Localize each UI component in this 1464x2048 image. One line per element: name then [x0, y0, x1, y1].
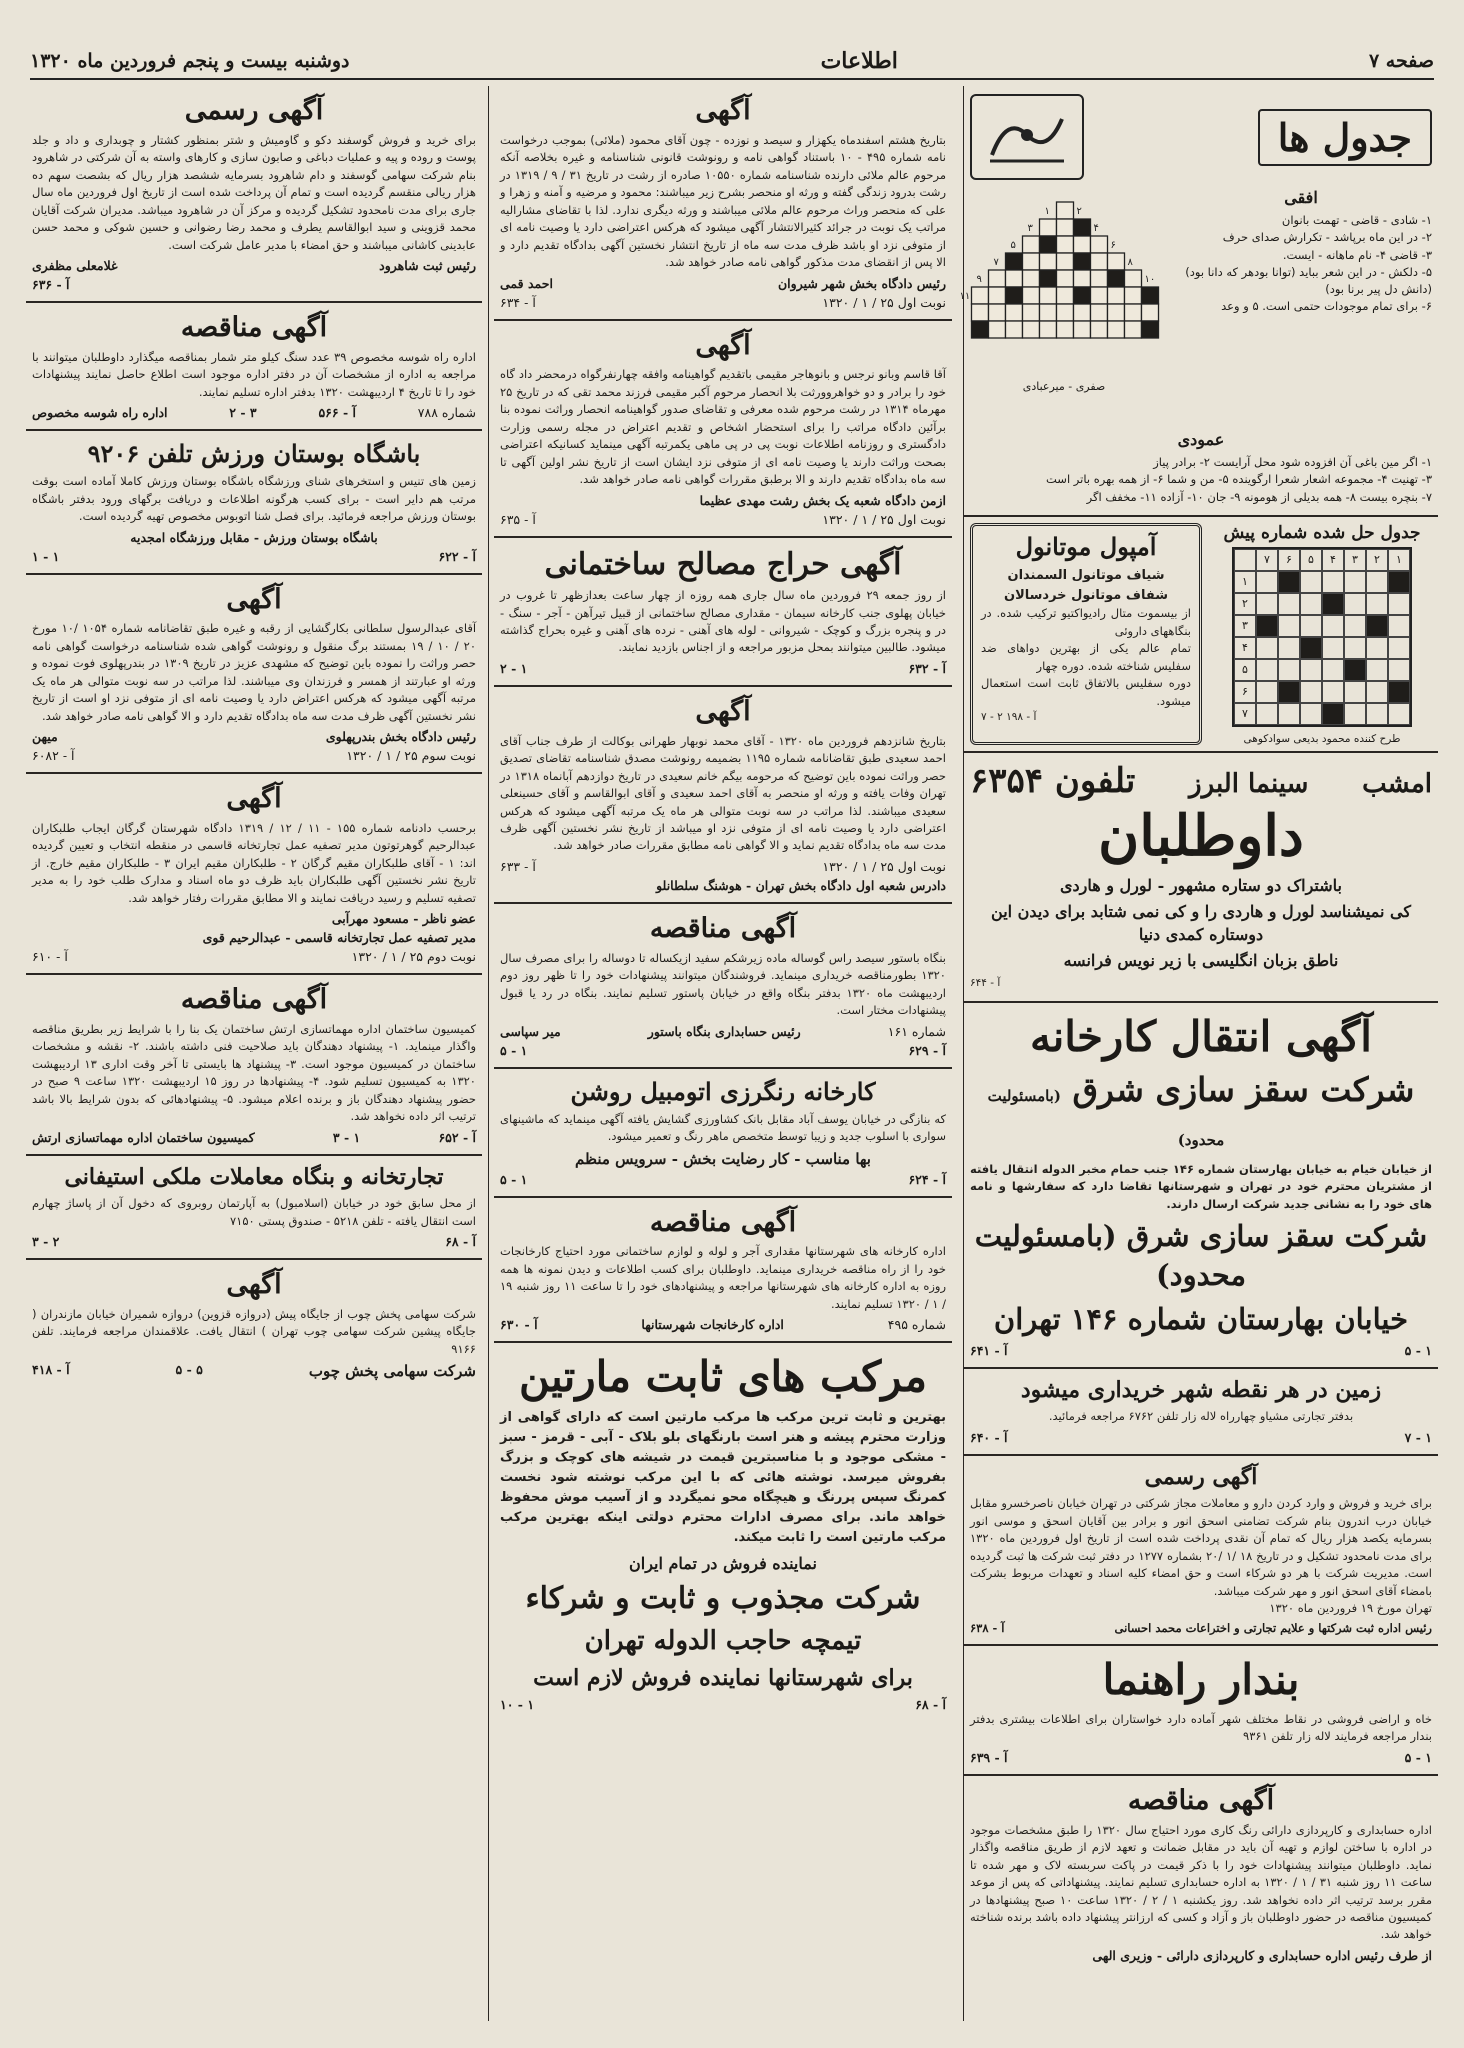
- ad-codes: نوبت اول ۲۵ / ۱ / ۱۳۲۰ آ - ۶۳۳: [500, 858, 946, 874]
- ad-title: آگهی مناقصه: [649, 1206, 797, 1238]
- crossword-number: ۴: [1093, 223, 1099, 234]
- film-language: ناطق بزبان انگلیسی با زیر نویس فرانسه: [1063, 950, 1339, 970]
- crossword-cell: [1142, 321, 1159, 338]
- crossword-cell: [1023, 270, 1040, 287]
- tender-title: آگهی مناقصه: [1127, 1784, 1275, 1816]
- down-clue: ۷- بنچره بیست ۸- همه بدیلی از هومونه ۹- جان ۱۰- آزاده ۱۱- مخفف اگر: [1086, 489, 1432, 504]
- land-ad: [964, 1369, 1438, 1456]
- ampoule-line: تمام عالم یکی از بهترین دواهای ضد سفلیس شناخته شده. دوره چهار: [981, 641, 1191, 673]
- crossword-cell: [1074, 253, 1091, 270]
- across-clue: ۳- قاضی ۴- نام ماهانه - ایست.: [1282, 247, 1432, 262]
- ampoule-ad: [970, 523, 1202, 745]
- solution-cell: [1256, 593, 1278, 615]
- ad-body: شرکت سهامی پخش چوب از جایگاه پیش (دروازه قزوین) دروازه شمیران خیابان مازندران ( جایگاه پیشین شرکت سهامی چوب تهران ) انتقال یافت. علاقمندان مراجعه فرمایند. تلفن ۹۱۶۶: [32, 1307, 476, 1356]
- solution-grid: [1232, 547, 1412, 727]
- crossword-cell: [1074, 219, 1091, 236]
- solution-cell: [1322, 571, 1344, 593]
- solution-cell: [1300, 637, 1322, 659]
- factory-company-2: شرکت سقز سازی شرق (بامسئولیت محدود): [974, 1219, 1428, 1293]
- crossword-cell: [1091, 287, 1108, 304]
- crossword-number: ۱۱: [959, 291, 971, 302]
- crossword-cell: [1125, 304, 1142, 321]
- crossword-cell: [1023, 236, 1040, 253]
- solution-cell: [1366, 593, 1388, 615]
- ad-title: آگهی رسمی: [184, 95, 324, 126]
- ad-codes: نوبت اول ۲۵ / ۱ / ۱۳۲۰ آ - ۶۳۵: [500, 511, 946, 527]
- crossword-cell: [1125, 270, 1142, 287]
- factory-body: از خیابان خیام به خیابان بهارستان شماره ۱۴۶ جنب حمام مخبر الدوله انتقال یافته از مشتریان محترم خود در تهران و شهرستانها تقاضا دارد که سفارشها و نامه های خود را به نشانی جدید شرکت ارسال دارند.: [970, 1161, 1432, 1211]
- crossword-cell: [1091, 236, 1108, 253]
- paint-shop-ad: [494, 1069, 952, 1198]
- solution-corner: [1234, 549, 1256, 571]
- solution-col-number: ۷: [1256, 549, 1278, 571]
- solution-cell: [1388, 615, 1410, 637]
- ad-signature: ازمن دادگاه شعبه یک بخش رشت مهدی عظیما: [699, 492, 946, 508]
- ink-ad: [494, 1343, 952, 1721]
- column-left: [26, 86, 482, 2021]
- factory-company: شرکت سقز سازی شرق (بامسئولیت محدود): [987, 1069, 1415, 1150]
- bandar-ad: [964, 1646, 1438, 1775]
- ad-title: باشگاه بوستان ورزش تلفن ۹۲۰۶: [87, 439, 421, 469]
- ink-note: برای شهرستانها نماینده فروش لازم است: [533, 1664, 913, 1691]
- ad-signature: شماره ۴۹۵ اداره کارخانجات شهرستانها آ - ۶۳۰: [500, 1317, 946, 1333]
- crossword-cell: [1108, 321, 1125, 338]
- solution-cell: [1366, 681, 1388, 703]
- solution-row-number: ۵: [1234, 659, 1256, 681]
- bandar-title: بندار راهنما: [1102, 1655, 1300, 1705]
- solution-cell: [1388, 703, 1410, 725]
- solution-cell: [1388, 571, 1410, 593]
- crossword-number: ۳: [1027, 223, 1033, 234]
- solution-row-number: ۴: [1234, 637, 1256, 659]
- ad-title: آگهی: [695, 695, 751, 727]
- cinema-tonight: امشب: [1362, 768, 1432, 799]
- crossword-cell: [1040, 287, 1057, 304]
- crossword-cell: [989, 304, 1006, 321]
- ad-codes: ۱ - ۷ آ - ۶۴۰: [970, 1429, 1432, 1445]
- notice-ad: [494, 86, 952, 321]
- crossword-clues: [1170, 184, 1432, 316]
- down-clues: [970, 428, 1432, 506]
- solution-cell: [1344, 593, 1366, 615]
- crossword-cell: [972, 321, 989, 338]
- solution-and-ampoule: [964, 517, 1438, 753]
- across-clue: (دانش دل پیر برنا بود): [1325, 282, 1432, 296]
- ad-signature: آ - ۶۵۲ ۱ - ۳ کمیسیون ساختمان اداره مهماتسازی ارتش: [32, 1129, 476, 1145]
- official-date: تهران مورخ ۱۹ فروردین ماه ۱۳۲۰: [1269, 1600, 1432, 1615]
- ad-codes: آ - ۶۲۲ ۱ - ۱: [32, 548, 476, 564]
- solution-col-number: ۳: [1344, 549, 1366, 571]
- ad-signature: رئیس ثبت شاهرود غلامعلی مظفری: [32, 258, 476, 274]
- crossword-cell: [1091, 253, 1108, 270]
- crossword-cell: [1125, 287, 1142, 304]
- crossword-cell: [1006, 304, 1023, 321]
- ad-signature: رئیس دادگاه بخش بندرپهلوی میهن: [32, 729, 476, 745]
- across-clue: ۶- برای تمام موجودات حتمی است. ۵ و وعد: [1221, 299, 1432, 314]
- ad-signature: شرکت سهامی پخش چوب ۵ - ۵ آ - ۴۱۸: [32, 1362, 476, 1381]
- ad-codes: آ - ۶۳۲ ۱ - ۲: [500, 660, 946, 676]
- solution-cell: [1278, 681, 1300, 703]
- down-clue: ۳- تهنیت ۴- مجموعه اشعار شعرا ارگوینده ۵- من و شما ۶- از همه بهره باتر است: [1046, 472, 1432, 487]
- real-estate-ad: [26, 1156, 482, 1260]
- column-rule: [488, 86, 489, 2021]
- land-title: زمین در هر نقطه شهر خریداری میشود: [1020, 1376, 1382, 1403]
- down-heading: عمودی: [1177, 430, 1225, 449]
- crossword-cell: [1057, 321, 1074, 338]
- crossword-cell: [1057, 202, 1074, 219]
- official-ad: [964, 1456, 1438, 1647]
- crossword-cell: [1006, 287, 1023, 304]
- ad-body: برحسب دادنامه شماره ۱۵۵ - ۱۱ / ۱۲ / ۱۳۱۹ دادگاه شهرستان گرگان ایجاب طلبکاران عبدالرحیم گوهرتوتون مدیر تصفیه عمل تجارتخانه قاسمی در منقطه انتخاب و تعیین گردیده اند: ۱ - آقای طلبکاران مقیم گرگان ۲ - طلبکاران مقیم ایران ۳ - طلبکاران مقیم خارج. از تاریخ نشر نخستین آگهی طلبکاران باید ظرف دو ماه اسناد و مدارک طلب خود را به مدیر تصفیه تسلیم و رسید دریافت نمایند و الا مطابق مقررات رفتار خواهد شد.: [32, 820, 477, 905]
- solution-cell: [1322, 703, 1344, 725]
- crossword-cell: [1023, 287, 1040, 304]
- ad-codes: آ - ۶۲۹ ۱ - ۵: [500, 1042, 946, 1058]
- notice-ad: [494, 687, 952, 904]
- across-heading: افقی: [1284, 188, 1318, 207]
- solution-cell: [1366, 703, 1388, 725]
- crossword-cell: [1108, 304, 1125, 321]
- crossword-cell: [1108, 287, 1125, 304]
- crossword-cell: [1006, 321, 1023, 338]
- ad-body: بنگاه باستور سیصد راس گوساله ماده زیرشکم سفید ازیکساله تا دوساله را برای مصرف سال ۱۳۲۰ بطورمناقصه خریداری مینماید. فروشندگان میتوانند پیشنهادات خود را تا ظهر روز دوم اردیبهشت ماه ۱۳۲۰ بدفتر بنگاه واقع در خیابان پاستور تسلیم نمایند. بنگاه در رد یا قبول پیشنهادات مختار است.: [500, 950, 946, 1018]
- page-header: [30, 44, 1434, 80]
- crossword-cell: [1125, 321, 1142, 338]
- solution-row-number: ۱: [1234, 571, 1256, 593]
- crossword-cell: [989, 287, 1006, 304]
- crossword-cell: [1023, 304, 1040, 321]
- crossword-cell: [972, 287, 989, 304]
- solution-cell: [1344, 637, 1366, 659]
- ampoule-line: دوره سفلیس بالاتفاق ثابت است استعمال میشود.: [981, 676, 1191, 708]
- notice-ad: [26, 575, 482, 775]
- ad-signature: بها مناسب - کار رضایت بخش - سرویس منظم: [575, 1149, 871, 1168]
- solution-cell: [1300, 593, 1322, 615]
- solution-cell: [1278, 593, 1300, 615]
- ad-codes: آ - ۶۲۴ ۱ - ۵: [500, 1171, 946, 1187]
- ad-codes: ۱ - ۵ آ - ۶۳۹: [970, 1749, 1432, 1765]
- ad-title: آگهی مناقصه: [649, 912, 797, 944]
- ad-signature: دادرس شعبه اول دادگاه بخش تهران - هوشنگ سلطانلو: [656, 877, 946, 893]
- crossword-cell: [1074, 270, 1091, 287]
- crossword-cell: [1091, 321, 1108, 338]
- solution-cell: [1278, 703, 1300, 725]
- solution-cell: [1256, 571, 1278, 593]
- notice-ad: [494, 321, 952, 538]
- solution-cell: [1300, 659, 1322, 681]
- official-title: آگهی رسمی: [1144, 1463, 1258, 1490]
- tender-ad: [26, 303, 482, 431]
- crossword-cell: [1040, 236, 1057, 253]
- ad-body: که بنازگی در خیابان یوسف آباد مقابل بانک کشاورزی گشایش یافته آگهی مینماید که ماشینهای سواری با اسلوب جدید و زیبا توسط متخصص ماهر رنگ و تعمیر میشود.: [500, 1111, 946, 1144]
- ad-signature: رئیس اداره ثبت شرکتها و علایم تجارتی و اختراعات محمد احسانی آ - ۶۳۸: [970, 1621, 1432, 1636]
- solution-row-number: ۷: [1234, 703, 1256, 725]
- solution-col-number: ۲: [1366, 549, 1388, 571]
- cinema-header: [970, 761, 1432, 801]
- crossword-cell: [1006, 253, 1023, 270]
- ad-codes: نوبت دوم ۲۵ / ۱ / ۱۳۲۰ آ - ۶۱۰: [32, 949, 476, 965]
- ad-title: آگهی حراج مصالح ساختمانی: [544, 546, 902, 582]
- crossword-body: [959, 184, 1432, 424]
- solved-crossword: [1212, 523, 1432, 745]
- solution-cell: [1344, 703, 1366, 725]
- cinema-name: سینما البرز: [1189, 768, 1309, 799]
- crossword-logo-icon: [970, 94, 1084, 180]
- crossword-number: ۹: [976, 274, 982, 285]
- down-clue: ۱- اگر مین باغی آن افزوده شود محل آرایست ۲- برادر پیاز: [1153, 455, 1432, 469]
- official-body: برای خرید و فروش و وارد کردن دارو و معاملات مجاز شرکتی در تهران خیابان ناصرخسرو مقابل خیابان درب اندرون بنام شرکت تضامنی اسحق انور و برادر بین آقایان اسحق و موسی انور بسرمایه یکصد هزار ریال که تمام آن نقدی پرداخت شده است از تاریخ اول فروردین ماه ۱۳۲۰ برای مدت نامحدود تشکیل و در تاریخ ۱۸ /۱ /۲۰ بشماره ۱۲۷۷ در دفتر ثبت شرکت ها ثبت گردیده است. مدیریت شرکت با هر دو شرکاء است و حق امضاء کلیه اسناد و تعهدات مربوط بشرکت بامضاء آقای اسحق انور و مهر شرکت میباشد.: [970, 1496, 1433, 1598]
- crossword-cell: [1006, 270, 1023, 287]
- solution-row-number: ۳: [1234, 615, 1256, 637]
- ampoule-title: آمپول موتانول: [1015, 531, 1157, 561]
- notice-ad: [26, 774, 482, 975]
- solution-cell: [1256, 637, 1278, 659]
- ad-body: اداره کارخانه های شهرستانها مقداری آجر و لوله و لوازم ساختمانی مورد احتیاج کارخانجات خود را از راه مناقصه خریداری مینماید. داوطلبان برای کسب اطلاعات و دیدن نمونه ها همه روزه به اداره کارخانه های شهرستانها مراجعه و پیشنهادهای خود را تا ساعت ۱۱ روز شنبه ۱۹ / ۱ / ۱۳۲۰ تسلیم نمایند.: [500, 1244, 947, 1311]
- ad-signature: باشگاه بوستان ورزش - مقابل ورزشگاه امجدیه: [130, 529, 378, 545]
- ad-title: آگهی مناقصه: [180, 984, 328, 1016]
- solution-cell: [1388, 637, 1410, 659]
- solution-cell: [1388, 681, 1410, 703]
- ink-agency: نماینده فروش در تمام ایران: [629, 1553, 817, 1573]
- solution-col-number: ۴: [1322, 549, 1344, 571]
- ad-title: آگهی: [226, 583, 282, 615]
- newspaper-name: اطلاعات: [820, 48, 898, 74]
- solution-cell: [1300, 703, 1322, 725]
- column-middle: [494, 86, 952, 2021]
- ad-body: از روز جمعه ۲۹ فروردین ماه سال جاری همه روزه از چهار ساعت بعدازظهر تا غروب در خیابان پهلوی جنب کارخانه سیمان - مقداری مصالح ساختمانی از قبیل تیرآهن - آجر - سنگ - در و پنجره بزرگ و کوچک - شیروانی - لوله های آهنی - نرده های آهنی و غیره بحراج گذاشته میشود. طالبین میتوانند بمحل مزبور مراجعه و از اجناس بازدید نمایند.: [500, 588, 946, 655]
- crossword-number: ۲: [1076, 206, 1082, 217]
- ad-body: آقای عبدالرسول سلطانی بکارگشایی از رقبه و غیره طبق تقاضانامه شماره ۱۰۵۴ /۱۰ مورخ ۲۰ / ۱۰ / ۱۹ بمستند برگ منقول و رونوشت گواهی شده شناسنامه درخواست گواهی نامه حصر وراثت را نموده باین توضیح که مشهدی عزیز در تاریخ ۱۳۰۹ در بندرپهلوی فوت نموده و ورثه او عبارتند از همسر و فرزندان وی میباشند. لذا مراتب در سه نوبت متوالی هر ماه یک مرتبه آگهی میشود که هرکس اعتراض دارد یا وصیت نامه ای از متوفی نزد او است از تاریخ نشر نخستین آگهی ظرف مدت سه ماه بدادگاه تقدیم دارد و الا گواهی نامه صادر خواهد شد.: [32, 621, 477, 723]
- crossword-cell: [1074, 321, 1091, 338]
- solution-cell: [1278, 615, 1300, 637]
- solution-credit: طرح کننده محمود بدیعی سوادکوهی: [1243, 732, 1401, 745]
- solution-cell: [1300, 681, 1322, 703]
- crossword-cell: [1108, 253, 1125, 270]
- crossword-section: [959, 86, 1438, 517]
- ad-codes: ۱ - ۵ آ - ۶۴۱: [970, 1342, 1432, 1358]
- ad-codes: نوبت اول ۲۵ / ۱ / ۱۳۲۰ آ - ۶۳۴: [500, 294, 946, 310]
- crossword-grid: [959, 184, 1160, 424]
- crossword-cell: [989, 321, 1006, 338]
- crossword-cell: [1040, 253, 1057, 270]
- crossword-cell: [1091, 304, 1108, 321]
- solution-cell: [1344, 681, 1366, 703]
- crossword-cell: [1040, 219, 1057, 236]
- crossword-cell: [1074, 236, 1091, 253]
- ink-address: تیمچه حاجب الدوله تهران: [584, 1625, 862, 1656]
- crossword-cell: [1142, 287, 1159, 304]
- solution-cell: [1344, 659, 1366, 681]
- cinema-ad: [964, 753, 1438, 1004]
- crossword-cell: [1057, 219, 1074, 236]
- solution-col-number: ۶: [1278, 549, 1300, 571]
- solution-cell: [1322, 681, 1344, 703]
- crossword-cell: [1040, 270, 1057, 287]
- column-right: [959, 86, 1438, 2021]
- solution-cell: [1256, 703, 1278, 725]
- ad-body: از محل سابق خود در خیابان (اسلامبول) به آپارتمان روبروی که دخول آن از پاساژ چهارم است انتقال یافته - تلفن ۵۲۱۸ - صندوق پستی ۷۱۵۰: [32, 1196, 476, 1228]
- ad-body: اداره راه شوسه مخصوص ۳۹ عدد سنگ کیلو متر شمار بمناقصه میگذارد داوطلبان میتوانند با مراجعه به اداره از مشخصات آن در دفتر اداره موجود است اطلاع حاصل نمایند پیشنهادات خود را تا تاریخ ۴ اردیبهشت ۱۳۲۰ بدفتر اداره تسلیم نمایند.: [32, 349, 476, 399]
- across-clue: ۱- شادی - قاضی - تهمت بانوان: [1281, 213, 1432, 227]
- solution-cell: [1388, 593, 1410, 615]
- ad-title: آگهی: [695, 329, 751, 361]
- crossword-grid-names: صفری - میرعبادی: [1022, 380, 1106, 393]
- crossword-cell: [1108, 270, 1125, 287]
- solution-title: جدول حل شده شماره پیش: [1223, 522, 1421, 543]
- crossword-number: ۱۰: [1144, 274, 1156, 285]
- solution-cell: [1322, 637, 1344, 659]
- solution-row-number: ۲: [1234, 593, 1256, 615]
- ampoule-line: شیاف موتانول السمندان: [1007, 567, 1165, 583]
- ad-codes: آ - ۶۸ ۱ - ۱۰: [500, 1697, 946, 1713]
- ad-body: بهترین و ثابت ترین مرکب ها مرکب مارتین است که دارای گواهی از وزارت محترم پیشه و هنر است بارنگهای بلو بلاک - آبی - قرمز - سبز - مشکی موجود و با مناسبترین قیمت در شیشه های کوچک و بزرگ بفروش میرسد. نوشته هائی که با این مرکب نوشته شود نخست کمرنگ سپس پررنگ و هیچگاه محو نمیگردد و از آسیب موش محفوظ خواهد ماند. برای مصرف ادارات محترم دولتی اینکه بهترین مرکب مرکب مارتین است را ثابت میکند.: [500, 1409, 946, 1546]
- ad-title: تجارتخانه و بنگاه معاملات ملکی استیفانی: [64, 1163, 444, 1190]
- ad-title: آگهی: [226, 1269, 282, 1301]
- solution-cell: [1300, 615, 1322, 637]
- ad-title: مرکب های ثابت مارتین: [519, 1352, 927, 1402]
- solution-cell: [1278, 571, 1300, 593]
- solution-cell: [1366, 615, 1388, 637]
- solution-cell: [1366, 571, 1388, 593]
- across-clue: ۲- در این ماه برپاشد - تکرارش صدای حرف: [1222, 230, 1432, 245]
- official-ad: [26, 86, 482, 303]
- solution-cell: [1388, 659, 1410, 681]
- club-ad: [26, 431, 482, 574]
- ad-signature: شماره ۷۸۸ آ - ۵۶۶ ۳ - ۲ اداره راه شوسه مخصوص: [32, 405, 476, 421]
- auction-ad: [494, 538, 952, 687]
- solution-cell: [1256, 681, 1278, 703]
- solution-cell: [1344, 615, 1366, 637]
- factory-transfer-ad: [964, 1003, 1438, 1368]
- crossword-cell: [1023, 321, 1040, 338]
- crossword-cell: [1057, 270, 1074, 287]
- ad-body: زمین های تنیس و استخرهای شنای ورزشگاه باشگاه بوستان ورزش کاملا آماده است بوقت مرتب هم دایر است - برای کسب هرگونه اطلاعات و دریافت برگهای ورود بدفتر باشگاه بوستان ورزش مراجعه فرمائید. برای فصل شنا اتوبوس مخصوص تهیه گردیده است.: [32, 474, 476, 524]
- tender-ad: [26, 975, 482, 1156]
- solution-cell: [1256, 615, 1278, 637]
- tender-ad: [494, 904, 952, 1069]
- ad-title: آگهی: [695, 95, 751, 126]
- ad-body: بتاریخ شانزدهم فروردین ماه ۱۳۲۰ - آقای محمد نوبهار طهرانی بوکالت از طرف جناب آقای احمد سعیدی طبق تقاضانامه شماره ۱۱۹۵ بضمیمه رونوشت مصدق شناسنامه تقاضای تصدیق حصر وراثت نموده باین توضیح که مرحومه بیگم خانم سعیدی در تاریخ دوازدهم آبانماه ۱۳۱۸ در تهران وفات یافته و ورثه او منحصر به آقای احمد سعیدی و آقای ابوالقاسم و آقای حسینعلی سعیدی میباشند. لذا مراتب در سه نوبت متوالی هر ماه یک مرتبه آگهی میشود که هرکس اعتراضی دارد یا وصیت نامه ای از متوفی نزد او میباشد از تاریخ نشر نخستین آگهی ظرف مدت سه ماه بدادگاه تقدیم نماید و الا گواهی نامه مطابق مقررات صادر خواهد شد.: [500, 733, 947, 853]
- film-title: داوطلبان: [1098, 802, 1304, 869]
- solution-cell: [1278, 637, 1300, 659]
- crossword-header: [970, 88, 1432, 184]
- crossword-cell: [1057, 253, 1074, 270]
- ad-codes: نوبت سوم ۲۵ / ۱ / ۱۳۲۰ آ - ۶۰۸۲: [32, 748, 476, 764]
- crossword-cell: [1091, 270, 1108, 287]
- factory-address: خیابان بهارستان شماره ۱۴۶ تهران: [993, 1301, 1409, 1336]
- crossword-cell: [1023, 253, 1040, 270]
- ad-signature: شماره ۱۶۱ رئیس حسابداری بنگاه باستور میر سپاسی: [500, 1023, 946, 1039]
- solution-row-number: ۶: [1234, 681, 1256, 703]
- crossword-cell: [989, 270, 1006, 287]
- factory-title: آگهی انتقال کارخانه: [1030, 1012, 1372, 1062]
- ad-body: برای خرید و فروش گوسفند دکو و گاومیش و شتر بمنظور کشتار و چوبداری و داد و جلد پوست و روده و پیه و عملیات دباغی و صابون سازی و کارهای واسته به آن شرکتی در شاهرود بنام شرکت سهامی گوسفند و دام شاهرود بسرمایه ششصد هزار ریال که بشصت سهم ده هزار ریالی منقسم گردیده است و تمام آن پرداخت شده است از تاریخ اول فروردین ماه سال جاری برای مدت نامحدود تشکیل گردیده و مرکز آن در شاهرود میباشد. مدیران شرکت آقایان محمد قزوینی و سید ابوالقاسم یطرف و محمد رضا رضوانی و حسین شوکی و محمد حسن عابدینی کاشانی میباشند و حق امضاء با مدیر عامل شرکت است.: [32, 132, 476, 252]
- ad-signature: مدیر تصفیه عمل تجارتخانه قاسمی - عبدالرحیم قوی: [202, 930, 476, 946]
- solution-col-number: ۵: [1300, 549, 1322, 571]
- tender-body: اداره حسابداری و کارپردازی دارائی رنگ کاری مورد احتیاج سال ۱۳۲۰ را طبق مشخصات موجود در اداره با ساختن لوازم و تهیه آن باید در مقابل ضمانت و تعهد لازم از طریق مناقصه واگذار نماید. داوطلبان میتوانند پیشنهادات خود را با ذکر قیمت در پاکت سربسته لاک و مهر شده تا ساعت ۱۱ روز شنبه ۳۱ / ۱ / ۱۳۲۰ به اداره حسابداری تسلیم نمایند. پیشنهاداتی که پس از موعد مقرر برسد ترتیب اثر داده نخواهد شد. روز یکشنبه ۱ / ۲ / ۱۳۲۰ ساعت ۱۰ صبح پیشنهادها در کمیسیون مناقصه در حضور داوطلبان باز و آزاد و کسی که ارزانتر پیشنهاد داده باشد برنده شناخته خواهد شد.: [970, 1822, 1433, 1942]
- solution-cell: [1256, 659, 1278, 681]
- ampoule-line: شفاف موتانول خردسالان: [1003, 587, 1169, 603]
- crossword-number: ۸: [1127, 257, 1133, 268]
- solution-cell: [1366, 637, 1388, 659]
- company-liability-note: (بامسئولیت محدود): [987, 1086, 1225, 1150]
- land-body: بدفتر تجارتی مشیاو چهارراه لاله زار تلفن ۶۷۶۲ مراجعه فرمائید.: [1048, 1409, 1354, 1424]
- issue-date: دوشنبه بیست و پنجم فروردین ماه ۱۳۲۰: [30, 50, 350, 72]
- notice-ad: [26, 1260, 482, 1389]
- cinema-phone: تلفون ۶۳۵۴: [970, 760, 1136, 801]
- ad-title: آگهی مناقصه: [180, 312, 328, 344]
- ink-company: شرکت مجذوب و ثابت و شرکاء: [525, 1581, 921, 1616]
- ad-codes: آ - ۶۳۶: [32, 277, 70, 293]
- film-desc: کی نمیشناسد لورل و هاردی را و کی نمی شتابد برای دیدن این دوستاره کمدی دنیا: [991, 902, 1411, 944]
- crossword-number: ۱: [1044, 206, 1050, 217]
- solution-cell: [1344, 571, 1366, 593]
- page-number: صفحه ۷: [1368, 50, 1434, 72]
- ad-body: کمیسیون ساختمان اداره مهماتسازی ارتش ساختمان یک بنا را با شرایط زیر بطریق مناقصه واگذار مینماید. ۱- پیشنهاد دهندگان باید صلاحیت فنی داشته باشند. ۲- نقشه و مشخصات ساختمان در کمیسیون موجود است. ۳- پیشنهاد ها بایستی تا آخر وقت اداری ۱۳ اردیبهشت ۱۳۲۰ به کمیسیون تسلیم شود. ۴- پیشنهادها در روز ۱۵ اردیبهشت ۱۳۲۰ ساعت ۹ صبح در حضور پیشنهاد دهندگان باز و برنده اعلام میشود. ۵- پیشنهادهائی که بدون شرایط بالا باشد ترتیب اثر داده نخواهد شد.: [32, 1022, 477, 1124]
- ad-signature: از طرف رئیس اداره حسابداری و کارپردازی دارائی - وزیری الهی: [1092, 1947, 1432, 1963]
- ad-body: آقا قاسم وبانو نرجس و بانوهاجر مقیمی باتقدیم گواهینامه وافقه چهارنفرگواه درمحضر داد گاه خود را برادر و دو خواهروورثت بلا انحصار مرحوم آکبر مقیمی فرزند محمد تقی که در تاریخ ۲۵ مهرماه ۱۳۱۴ در رشت مرحوم شده معرفی و تقاضای صدور گواهینامه انحصار وراثت نموده بنا برآئین دادگاه مراتب را برای استحضار اشخاص و تقدیم اعتراض در مجله رسمی وزارت دادگستری و روزنامه اطلاعات نوبت پی در پی ماهی یکمرتبه آگهی مینماید کسانیکه اعتراضی بصحت وراثت دارند یا وصیت نامه ای از متوفی نزد ایشان است از تاریخ نشر اولین آگهی تا سه ماه بدادگاه تقدیم دارند و الا برطبق مقررات گواهی نامه صادر خواهد شد.: [500, 367, 946, 487]
- crossword-cell: [972, 304, 989, 321]
- across-clue: ۵- دلکش - در این شعر بباید (توانا بودهر که دانا بود): [1185, 264, 1432, 279]
- solution-cell: [1322, 615, 1344, 637]
- ad-title: کارخانه رنگرزی اتومبیل روشن: [570, 1076, 876, 1106]
- ad-code: آ - ۱۹۸ ۲ - ۷: [981, 711, 1037, 724]
- solution-cell: [1322, 659, 1344, 681]
- solution-col-number: ۱: [1388, 549, 1410, 571]
- crossword-number: ۶: [1110, 240, 1116, 251]
- crossword-cell: [1057, 287, 1074, 304]
- crossword-cell: [1142, 304, 1159, 321]
- film-stars: باشتراک دو ستاره مشهور - لورل و هاردی: [1060, 875, 1342, 895]
- crossword-cell: [1040, 304, 1057, 321]
- crossword-number: ۷: [993, 257, 999, 268]
- solution-cell: [1278, 659, 1300, 681]
- solution-cell: [1300, 571, 1322, 593]
- crossword-cell: [1057, 304, 1074, 321]
- ad-title: آگهی: [226, 783, 282, 815]
- tender-ad: [494, 1198, 952, 1344]
- crossword-cell: [1040, 321, 1057, 338]
- crossword-cell: [1074, 304, 1091, 321]
- crossword-cell: [1074, 287, 1091, 304]
- ad-signature: رئیس دادگاه بخش شهر شیروان احمد قمی: [500, 275, 946, 291]
- crossword-title: جدول ها: [1258, 109, 1432, 166]
- crossword-cell: [1057, 236, 1074, 253]
- ad-codes: آ - ۶۸ ۲ - ۳: [32, 1234, 476, 1250]
- solution-cell: [1322, 593, 1344, 615]
- ad-signature: عضو ناظر - مسعود مهرآبی: [331, 911, 476, 927]
- crossword-number: ۵: [1010, 240, 1016, 251]
- ad-body: بتاریخ هشتم اسفندماه یکهزار و سیصد و نوزده - چون آقای محمود (ملائی) بموجب درخواست نامه شماره ۴۹۵ - ۱۰ باستناد گواهی نامه و رونوشت قانونی شناسنامه و غیره بخلاصه آنکه مرحوم عالم ملائی دارنده شناسنامه شماره ۱۰۵۵۰ صادره از رشت در تاریخ ۳۱ / ۹ / ۱۳۱۹ در رشت بدرود زندگی گفته و ورثه او منحصر بشرح زیر میباشند: محمود و مرضیه و آمنه و زهرا و علی که منحصر وراث مرحوم عالم ملائی میباشند و ورثه دیگری ندارد. لذا با تقاضای مشارالیه مراتب یک نوبت در جرائد کثیرالانتشار آگهی میشود که هرکس اعتراضی دارد یا وصیت نامه ای از متوفی نزد او باشد ظرف مدت سه ماه از تاریخ انتشار نخستین آگهی بدادگاه تقدیم دارد و الا پس از انقضای مدت مذکور گواهی نامه صادر خواهد شد.: [500, 132, 947, 270]
- ampoule-line: از بیسموت متال رادیواکتیو ترکیب شده. در بنگاههای داروئی: [981, 606, 1191, 638]
- bandar-body: خاه و اراضی فروشی در نقاط مختلف شهر آماده دارد خواستاران برای اطلاعات بیشتری بدفتر بندار مراجعه فرمایند لاله زار تلفن ۹۳۶۱: [970, 1711, 1432, 1744]
- ad-code: آ - ۶۴۴: [970, 977, 1001, 990]
- tender-ad: [964, 1776, 1438, 1972]
- solution-cell: [1366, 659, 1388, 681]
